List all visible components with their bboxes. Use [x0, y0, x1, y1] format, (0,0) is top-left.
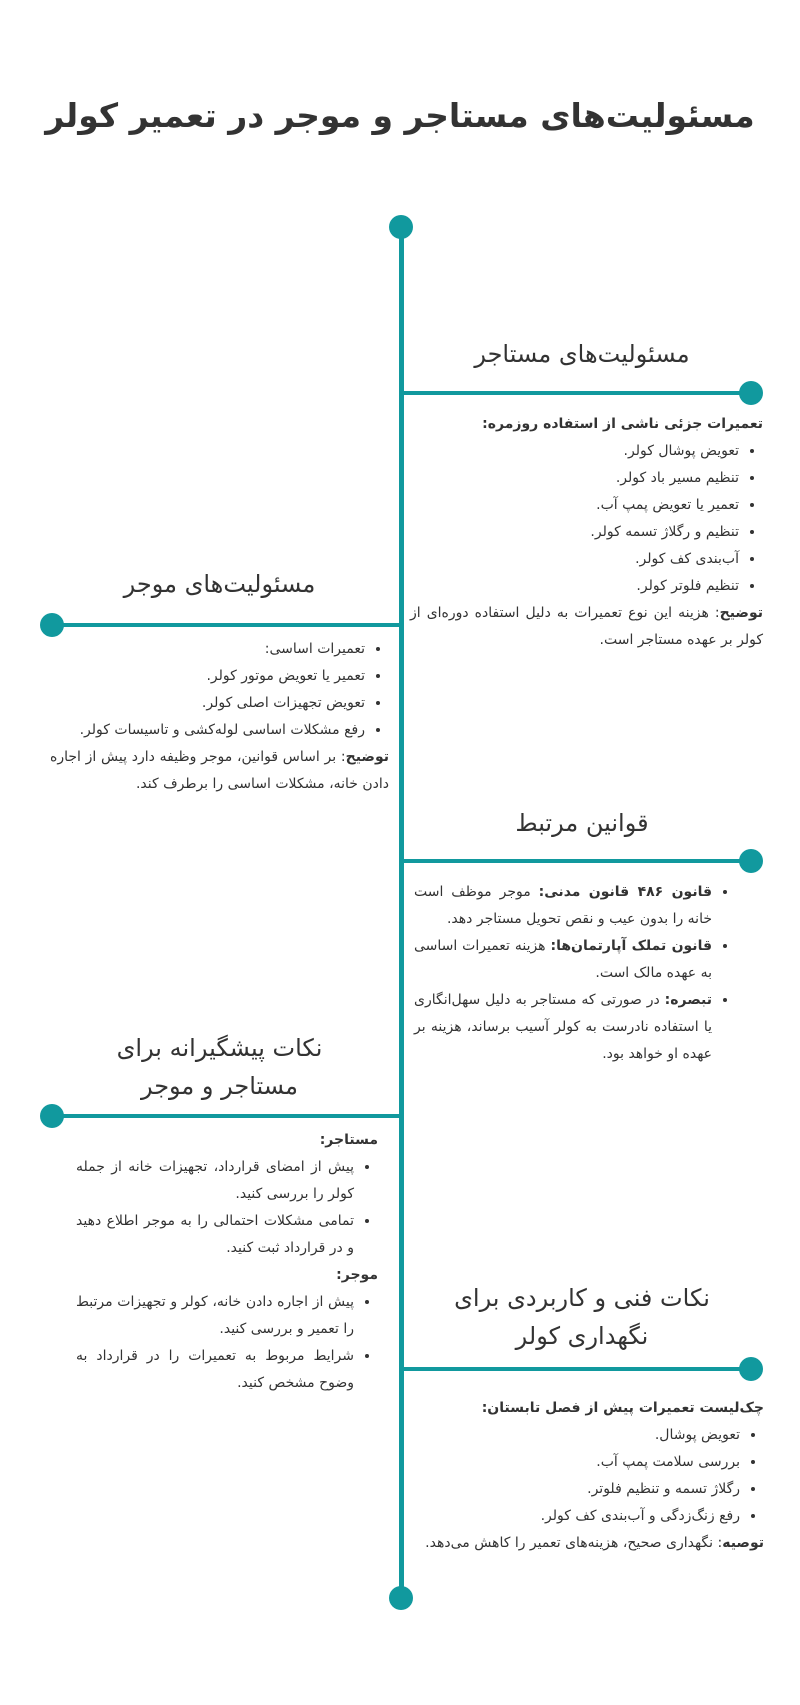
- landlord-content: [50, 636, 389, 798]
- list-item: • پیش از امضای قرارداد، تجهیزات خانه از جمله کولر را بررسی کنید.: [76, 1154, 354, 1208]
- list-item: • تعویض تجهیزات اصلی کولر.: [50, 690, 365, 717]
- landlord-connector: [52, 623, 399, 627]
- laws-section-heading: قوانین مرتبط: [515, 809, 649, 837]
- laws-content: [414, 879, 736, 1068]
- preventive-content: [76, 1127, 378, 1397]
- list-item: • تعویض پوشال کولر.: [410, 438, 739, 465]
- list-item: • پیش از اجاره دادن خانه، کولر و تجهیزات مرتبط را تعمیر و بررسی کنید.: [76, 1289, 354, 1343]
- list-item: • رگلاژ تسمه و تنظیم فلوتر.: [420, 1476, 740, 1503]
- list-item: • قانون تملک آپارتمان‌ها: هزینه تعمیرات اساسی به عهده مالک است.: [414, 933, 712, 987]
- timeline-axis: [399, 227, 404, 1597]
- preventive-node: [40, 1104, 64, 1128]
- tenant-list: [410, 438, 763, 600]
- list-item: • بررسی سلامت پمپ آب.: [420, 1449, 740, 1476]
- maintenance-content: [420, 1395, 764, 1557]
- maintenance-section-heading: نکات فنی و کاربردی برای نگهداری کولر: [454, 1284, 710, 1350]
- tenant-subheading: تعمیرات جزئی ناشی از استفاده روزمره:: [482, 416, 763, 432]
- list-item: • شرایط مربوط به تعمیرات را در قرارداد به وضوح مشخص کنید.: [76, 1343, 354, 1397]
- maintenance-list: [420, 1422, 764, 1530]
- list-item: • تنظیم و رگلاژ تسمه کولر.: [410, 519, 739, 546]
- tenant-node: [739, 381, 763, 405]
- timeline-start-node: [389, 215, 413, 239]
- tenant-section-heading: مسئولیت‌های مستاجر: [474, 340, 690, 368]
- tenant-content: [410, 411, 763, 654]
- list-item: • تعمیرات اساسی:: [50, 636, 365, 663]
- list-item: • تعمیر یا تعویض پمپ آب.: [410, 492, 739, 519]
- maintenance-node: [739, 1357, 763, 1381]
- laws-connector: [404, 859, 750, 863]
- list-item: • آب‌بندی کف کولر.: [410, 546, 739, 573]
- tenant-connector: [404, 391, 750, 395]
- maintenance-note: توصیه: نگهداری صحیح، هزینه‌های تعمیر را کاهش می‌دهد.: [425, 1535, 764, 1551]
- landlord-list: [50, 636, 389, 744]
- preventive-tenant-label: مستاجر:: [319, 1132, 378, 1148]
- preventive-section-heading: نکات پیشگیرانه برای مستاجر و موجر: [116, 1034, 323, 1100]
- laws-node: [739, 849, 763, 873]
- preventive-tenant-list: [76, 1154, 378, 1262]
- tenant-note: توضیح: هزینه این نوع تعمیرات به دلیل استفاده دوره‌ای از کولر بر عهده مستاجر است.: [410, 605, 763, 648]
- list-item: • رفع مشکلات اساسی لوله‌کشی و تاسیسات کولر.: [50, 717, 365, 744]
- landlord-node: [40, 613, 64, 637]
- list-item: • تعمیر یا تعویض موتور کولر.: [50, 663, 365, 690]
- maintenance-connector: [404, 1367, 750, 1371]
- list-item: • تمامی مشکلات احتمالی را به موجر اطلاع دهید و در قرارداد ثبت کنید.: [76, 1208, 354, 1262]
- landlord-note: توضیح: بر اساس قوانین، موجر وظیفه دارد پیش از اجاره دادن خانه، مشکلات اساسی را برطرف کند.: [50, 749, 389, 792]
- timeline-end-node: [389, 1586, 413, 1610]
- preventive-landlord-label: موجر:: [336, 1267, 378, 1283]
- list-item: • تبصره: در صورتی که مستاجر به دلیل سهل‌انگاری یا استفاده نادرست به کولر آسیب برساند، هزینه بر عهده او خواهد بود.: [414, 987, 712, 1068]
- page-title: مسئولیت‌های مستاجر و موجر در تعمیر کولر: [45, 96, 755, 135]
- preventive-connector: [52, 1114, 399, 1118]
- laws-list: [414, 879, 736, 1068]
- landlord-section-heading: مسئولیت‌های موجر: [123, 570, 316, 598]
- list-item: • قانون ۴۸۶ قانون مدنی: موجر موظف است خانه را بدون عیب و نقص تحویل مستاجر دهد.: [414, 879, 712, 933]
- preventive-landlord-list: [76, 1289, 378, 1397]
- list-item: • تعویض پوشال.: [420, 1422, 740, 1449]
- list-item: • رفع زنگ‌زدگی و آب‌بندی کف کولر.: [420, 1503, 740, 1530]
- maintenance-checklist-label: چک‌لیست تعمیرات پیش از فصل تابستان:: [481, 1400, 764, 1416]
- list-item: • تنظیم مسیر باد کولر.: [410, 465, 739, 492]
- list-item: • تنظیم فلوتر کولر.: [410, 573, 739, 600]
